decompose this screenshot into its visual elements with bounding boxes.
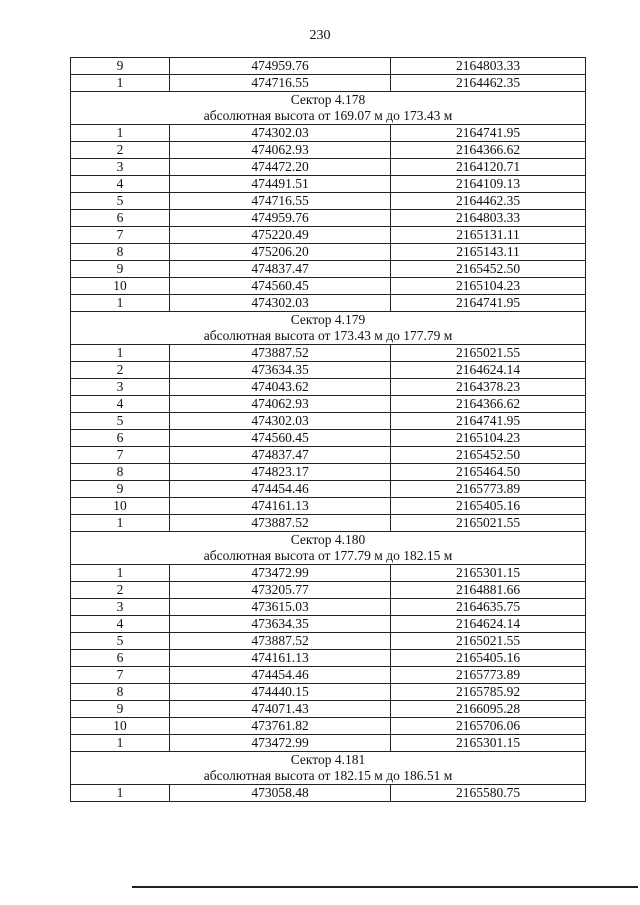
point-number: 8: [71, 244, 170, 261]
x-coordinate: 474161.13: [170, 498, 391, 515]
table-row: [71, 75, 586, 92]
height-range-row: [71, 768, 586, 785]
point-number: 3: [71, 159, 170, 176]
x-coordinate: 473058.48: [170, 785, 391, 802]
point-number: 1: [71, 125, 170, 142]
point-number: 10: [71, 278, 170, 295]
point-number: 4: [71, 396, 170, 413]
y-coordinate: 2164741.95: [391, 413, 586, 430]
point-number: 3: [71, 379, 170, 396]
table-row: [71, 362, 586, 379]
table-row: [71, 515, 586, 532]
y-coordinate: 2165706.06: [391, 718, 586, 735]
table-row: [71, 159, 586, 176]
x-coordinate: 474071.43: [170, 701, 391, 718]
table-row: [71, 413, 586, 430]
y-coordinate: 2164366.62: [391, 142, 586, 159]
y-coordinate: 2164624.14: [391, 616, 586, 633]
x-coordinate: 473205.77: [170, 582, 391, 599]
x-coordinate: 473615.03: [170, 599, 391, 616]
coordinates-table: [70, 57, 586, 802]
sector-heading-row: [71, 312, 586, 329]
page-number: 230: [309, 28, 331, 43]
x-coordinate: 474302.03: [170, 125, 391, 142]
point-number: 6: [71, 430, 170, 447]
x-coordinate: 474823.17: [170, 464, 391, 481]
point-number: 2: [71, 362, 170, 379]
x-coordinate: 474454.46: [170, 481, 391, 498]
y-coordinate: 2164462.35: [391, 193, 586, 210]
x-coordinate: 474440.15: [170, 684, 391, 701]
table-row: [71, 650, 586, 667]
x-coordinate: 474062.93: [170, 396, 391, 413]
sector-title: Сектор 4.180: [71, 532, 586, 549]
y-coordinate: 2164741.95: [391, 295, 586, 312]
point-number: 7: [71, 447, 170, 464]
x-coordinate: 474837.47: [170, 261, 391, 278]
x-coordinate: 473634.35: [170, 616, 391, 633]
table-row: [71, 125, 586, 142]
point-number: 9: [71, 58, 170, 75]
x-coordinate: 474959.76: [170, 58, 391, 75]
point-number: 7: [71, 667, 170, 684]
y-coordinate: 2165464.50: [391, 464, 586, 481]
point-number: 9: [71, 481, 170, 498]
table-row: [71, 58, 586, 75]
y-coordinate: 2165452.50: [391, 261, 586, 278]
point-number: 1: [71, 515, 170, 532]
y-coordinate: 2165021.55: [391, 515, 586, 532]
height-range: абсолютная высота от 169.07 м до 173.43 м: [71, 108, 586, 125]
sector-title: Сектор 4.181: [71, 752, 586, 769]
point-number: 10: [71, 498, 170, 515]
point-number: 2: [71, 142, 170, 159]
table-row: [71, 278, 586, 295]
x-coordinate: 474716.55: [170, 193, 391, 210]
point-number: 1: [71, 785, 170, 802]
x-coordinate: 473887.52: [170, 633, 391, 650]
point-number: 1: [71, 735, 170, 752]
table-row: [71, 210, 586, 227]
x-coordinate: 473887.52: [170, 345, 391, 362]
point-number: 1: [71, 295, 170, 312]
x-coordinate: 474491.51: [170, 176, 391, 193]
height-range: абсолютная высота от 182.15 м до 186.51 м: [71, 768, 586, 785]
point-number: 9: [71, 261, 170, 278]
y-coordinate: 2164109.13: [391, 176, 586, 193]
table-row: [71, 565, 586, 582]
table-row: [71, 718, 586, 735]
sector-heading-row: [71, 532, 586, 549]
table-row: [71, 295, 586, 312]
x-coordinate: 473472.99: [170, 735, 391, 752]
point-number: 4: [71, 616, 170, 633]
point-number: 7: [71, 227, 170, 244]
table-row: [71, 599, 586, 616]
height-range: абсолютная высота от 173.43 м до 177.79 м: [71, 328, 586, 345]
table-row: [71, 582, 586, 599]
y-coordinate: 2165773.89: [391, 667, 586, 684]
table-row: [71, 379, 586, 396]
x-coordinate: 474560.45: [170, 278, 391, 295]
table-row: [71, 481, 586, 498]
point-number: 6: [71, 210, 170, 227]
y-coordinate: 2165301.15: [391, 735, 586, 752]
point-number: 5: [71, 193, 170, 210]
y-coordinate: 2165405.16: [391, 650, 586, 667]
y-coordinate: 2165104.23: [391, 430, 586, 447]
x-coordinate: 474043.62: [170, 379, 391, 396]
y-coordinate: 2164462.35: [391, 75, 586, 92]
x-coordinate: 473634.35: [170, 362, 391, 379]
height-range-row: [71, 548, 586, 565]
y-coordinate: 2165452.50: [391, 447, 586, 464]
point-number: 8: [71, 684, 170, 701]
y-coordinate: 2164803.33: [391, 58, 586, 75]
x-coordinate: 474560.45: [170, 430, 391, 447]
y-coordinate: 2165104.23: [391, 278, 586, 295]
point-number: 10: [71, 718, 170, 735]
point-number: 1: [71, 565, 170, 582]
table-row: [71, 396, 586, 413]
point-number: 2: [71, 582, 170, 599]
point-number: 1: [71, 345, 170, 362]
table-row: [71, 785, 586, 802]
y-coordinate: 2165773.89: [391, 481, 586, 498]
x-coordinate: 474454.46: [170, 667, 391, 684]
table-row: [71, 464, 586, 481]
x-coordinate: 473472.99: [170, 565, 391, 582]
table-row: [71, 176, 586, 193]
y-coordinate: 2165143.11: [391, 244, 586, 261]
table-row: [71, 684, 586, 701]
table-row: [71, 701, 586, 718]
point-number: 8: [71, 464, 170, 481]
bottom-rule: [132, 886, 638, 888]
table-row: [71, 616, 586, 633]
y-coordinate: 2165021.55: [391, 633, 586, 650]
y-coordinate: 2165405.16: [391, 498, 586, 515]
y-coordinate: 2164741.95: [391, 125, 586, 142]
x-coordinate: 475220.49: [170, 227, 391, 244]
point-number: 6: [71, 650, 170, 667]
table-row: [71, 667, 586, 684]
y-coordinate: 2165580.75: [391, 785, 586, 802]
table-row: [71, 142, 586, 159]
table-row: [71, 261, 586, 278]
y-coordinate: 2164366.62: [391, 396, 586, 413]
y-coordinate: 2165301.15: [391, 565, 586, 582]
table-row: [71, 227, 586, 244]
x-coordinate: 474302.03: [170, 295, 391, 312]
x-coordinate: 474472.20: [170, 159, 391, 176]
y-coordinate: 2164624.14: [391, 362, 586, 379]
x-coordinate: 475206.20: [170, 244, 391, 261]
y-coordinate: 2165021.55: [391, 345, 586, 362]
sector-heading-row: [71, 752, 586, 769]
point-number: 5: [71, 633, 170, 650]
y-coordinate: 2165785.92: [391, 684, 586, 701]
point-number: 5: [71, 413, 170, 430]
x-coordinate: 473761.82: [170, 718, 391, 735]
table-row: [71, 430, 586, 447]
y-coordinate: 2166095.28: [391, 701, 586, 718]
sector-title: Сектор 4.179: [71, 312, 586, 329]
sector-title: Сектор 4.178: [71, 92, 586, 109]
point-number: 9: [71, 701, 170, 718]
x-coordinate: 474837.47: [170, 447, 391, 464]
height-range-row: [71, 328, 586, 345]
x-coordinate: 474959.76: [170, 210, 391, 227]
table-row: [71, 447, 586, 464]
table-row: [71, 345, 586, 362]
x-coordinate: 473887.52: [170, 515, 391, 532]
x-coordinate: 474062.93: [170, 142, 391, 159]
y-coordinate: 2164881.66: [391, 582, 586, 599]
x-coordinate: 474302.03: [170, 413, 391, 430]
y-coordinate: 2164803.33: [391, 210, 586, 227]
table-row: [71, 633, 586, 650]
point-number: 4: [71, 176, 170, 193]
height-range: абсолютная высота от 177.79 м до 182.15 м: [71, 548, 586, 565]
y-coordinate: 2164635.75: [391, 599, 586, 616]
table-row: [71, 193, 586, 210]
point-number: 1: [71, 75, 170, 92]
y-coordinate: 2165131.11: [391, 227, 586, 244]
x-coordinate: 474716.55: [170, 75, 391, 92]
y-coordinate: 2164120.71: [391, 159, 586, 176]
x-coordinate: 474161.13: [170, 650, 391, 667]
sector-heading-row: [71, 92, 586, 109]
table-row: [71, 735, 586, 752]
height-range-row: [71, 108, 586, 125]
table-row: [71, 498, 586, 515]
y-coordinate: 2164378.23: [391, 379, 586, 396]
point-number: 3: [71, 599, 170, 616]
table-row: [71, 244, 586, 261]
